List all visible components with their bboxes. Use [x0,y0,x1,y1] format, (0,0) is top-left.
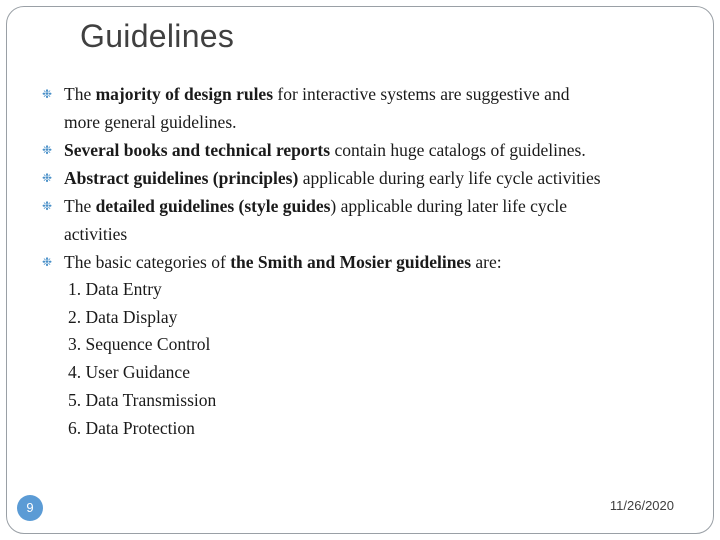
category-item: 3. Sequence Control [68,334,211,355]
bullet-continuation: more general guidelines. [64,112,237,132]
bullet-text: for interactive systems are suggestive and [273,84,570,104]
bullet-icon: ❉ [42,143,53,157]
bullet-text: applicable during early life cycle activities [298,168,601,188]
slide-date: 11/26/2020 [609,498,674,513]
category-item: 4. User Guidance [68,362,190,383]
bullet-text: contain huge catalogs of guidelines. [330,140,586,160]
page-number-badge: 9 [17,495,43,521]
bullet-icon: ❉ [42,199,53,213]
bullet-text: The basic categories of [64,252,231,272]
bullet-text-bold: Several books and technical reports [64,140,331,160]
bullet-continuation: activities [64,224,128,244]
bullet-text-bold: Abstract guidelines (principles) [64,168,299,188]
bullet-text: ) applicable during later life cycle [330,196,568,216]
bullet-icon: ❉ [42,255,53,269]
slide-content [42,80,692,442]
bullet-text-bold: the Smith and Mosier guidelines [230,252,472,272]
bullet-text: are: [471,252,502,272]
bullet-item [42,164,692,192]
bullet-item [42,192,692,248]
bullet-item [42,248,692,276]
category-item: 6. Data Protection [68,417,195,438]
bullet-item [42,136,692,164]
bullet-icon: ❉ [42,87,53,101]
bullet-icon: ❉ [42,171,53,185]
slide-title: Guidelines [80,18,235,54]
category-list [68,276,692,442]
category-item: 5. Data Transmission [68,389,217,410]
bullet-list [42,80,692,276]
bullet-text-bold: detailed guidelines (style guides [95,196,331,216]
bullet-text-bold: majority of design rules [95,84,274,104]
category-item: 1. Data Entry [68,279,162,299]
bullet-text: The [64,196,96,216]
category-item: 2. Data Display [68,306,178,327]
bullet-text: The [64,84,96,104]
bullet-item [42,80,692,136]
